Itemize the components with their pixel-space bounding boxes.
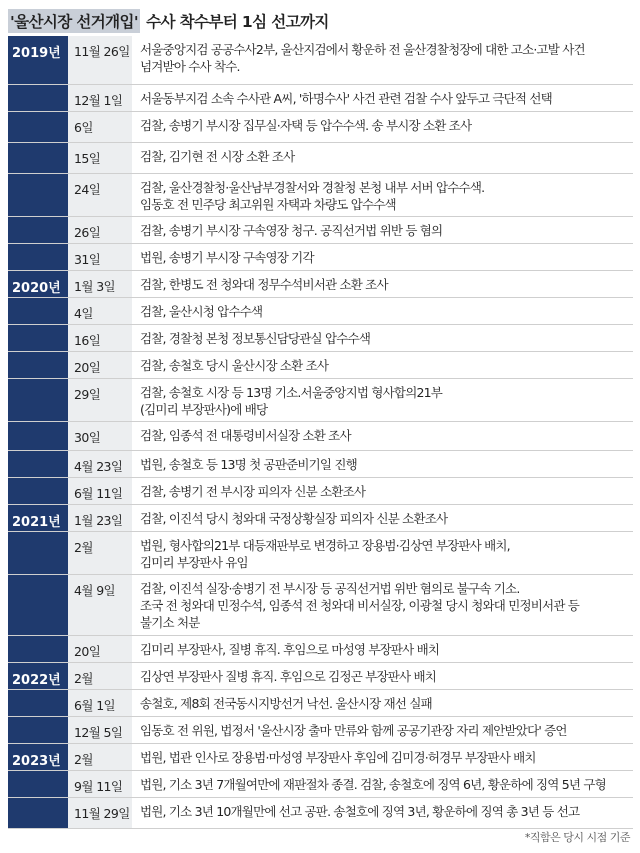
timeline-row [8, 112, 633, 143]
event-date: 12월 1일 [68, 85, 132, 111]
timeline-row [8, 271, 633, 298]
event-line: 송철호, 제8회 전국동시지방선거 낙선. 울산시장 재선 실패 [140, 696, 432, 711]
event-description [132, 244, 633, 270]
event-description [132, 690, 633, 716]
event-line: 법원, 송병기 부시장 구속영장 기각 [140, 250, 314, 265]
year-label: 2020년 [8, 271, 68, 297]
event-line: 서울중앙지검 공공수사2부, 울산지검에서 황운하 전 울산경찰청장에 대한 고소·고발 사건 [140, 42, 585, 57]
year-cell [8, 298, 68, 324]
event-line: 김상연 부장판사 질병 휴직. 후임으로 김정곤 부장판사 배치 [140, 669, 436, 684]
timeline-row [8, 451, 633, 478]
timeline-row [8, 143, 633, 174]
event-line: 법원, 기소 3년 10개월만에 선고 공판. 송철호에 징역 3년, 황운하에 징역 총 3년 등 선고 [140, 804, 580, 819]
timeline-row [8, 422, 633, 451]
year-cell [8, 636, 68, 662]
year-cell [8, 143, 68, 173]
page-title [8, 6, 329, 36]
timeline-row [8, 663, 633, 690]
event-date: 4월 23일 [68, 451, 132, 477]
event-date: 26일 [68, 217, 132, 243]
title-rest: 수사 착수부터 1심 선고까지 [146, 13, 329, 31]
event-description [132, 798, 633, 828]
timeline-row [8, 575, 633, 636]
timeline-row [8, 217, 633, 244]
event-date: 24일 [68, 174, 132, 216]
event-description [132, 112, 633, 142]
event-line: 조국 전 청와대 민정수석, 임종석 전 청와대 비서실장, 이광철 당시 청와대 민정비서관 등 [140, 598, 580, 613]
year-cell [8, 451, 68, 477]
event-line: 임동호 전 위원, 법정서 '울산시장 출마 만류와 함께 공공기관장 자리 제안받았다' 증언 [140, 723, 567, 738]
event-date: 6일 [68, 112, 132, 142]
event-date: 31일 [68, 244, 132, 270]
event-line: 검찰, 경찰청 본청 정보통신담당관실 압수수색 [140, 331, 371, 346]
event-line: 불기소 처분 [140, 615, 200, 630]
year-cell [8, 112, 68, 142]
timeline-row [8, 85, 633, 112]
timeline-row [8, 798, 633, 829]
event-description [132, 174, 633, 216]
event-line: 김미리 부장판사, 질병 휴직. 후임으로 마성영 부장판사 배치 [140, 642, 440, 657]
event-date: 11월 29일 [68, 798, 132, 828]
year-cell [8, 575, 68, 635]
timeline-row [8, 379, 633, 422]
timeline-row [8, 478, 633, 505]
timeline-row [8, 771, 633, 798]
timeline-row [8, 636, 633, 663]
event-line: 검찰, 임종석 전 대통령비서실장 소환 조사 [140, 428, 351, 443]
event-date: 2월 [68, 663, 132, 689]
timeline-row [8, 36, 633, 85]
event-line: 넘겨받아 수사 착수. [140, 59, 240, 74]
year-cell [8, 690, 68, 716]
year-cell [8, 217, 68, 243]
event-date: 2월 [68, 532, 132, 574]
year-cell [8, 325, 68, 351]
year-cell [8, 174, 68, 216]
event-line: 서울동부지검 소속 수사관 A씨, '하명수사' 사건 관련 검찰 수사 앞두고 극단적 선택 [140, 91, 552, 106]
event-description [132, 217, 633, 243]
event-description [132, 505, 633, 531]
event-date: 12월 5일 [68, 717, 132, 743]
event-date: 4월 9일 [68, 575, 132, 635]
event-description [132, 532, 633, 574]
timeline-row [8, 352, 633, 379]
event-description [132, 352, 633, 378]
timeline-row [8, 244, 633, 271]
event-line: 법원, 기소 3년 7개월여만에 재판절차 종결. 검찰, 송철호에 징역 6년, 황운하에 징역 5년 구형 [140, 777, 606, 792]
event-line: 검찰, 울산경찰청·울산남부경찰서와 경찰청 본청 내부 서버 압수수색. [140, 180, 485, 195]
event-line: 검찰, 이진석 실장·송병기 전 부시장 등 공직선거법 위반 혐의로 불구속 기소. [140, 581, 520, 596]
event-line: 검찰, 한병도 전 청와대 정무수석비서관 소환 조사 [140, 277, 388, 292]
event-line: 김미리 부장판사 유임 [140, 555, 248, 570]
event-line: 검찰, 송병기 부시장 구속영장 청구. 공직선거법 위반 등 혐의 [140, 223, 443, 238]
year-cell [8, 352, 68, 378]
year-cell [8, 244, 68, 270]
event-line: 검찰, 김기현 전 시장 소환 조사 [140, 149, 295, 164]
event-description [132, 298, 633, 324]
timeline-row [8, 174, 633, 217]
year-label: 2019년 [8, 36, 68, 84]
event-date: 16일 [68, 325, 132, 351]
event-line: 법원, 법관 인사로 장용범·마성영 부장판사 후임에 김미경·허경무 부장판사 배치 [140, 750, 536, 765]
timeline-row [8, 744, 633, 771]
year-label: 2021년 [8, 505, 68, 531]
year-cell [8, 85, 68, 111]
year-cell [8, 717, 68, 743]
year-label: 2023년 [8, 744, 68, 770]
title-highlight: '울산시장 선거개입' [8, 9, 140, 33]
event-description [132, 36, 633, 84]
event-description [132, 271, 633, 297]
event-description [132, 143, 633, 173]
timeline-row [8, 717, 633, 744]
event-date: 1월 23일 [68, 505, 132, 531]
event-date: 9월 11일 [68, 771, 132, 797]
event-date: 15일 [68, 143, 132, 173]
event-date: 4일 [68, 298, 132, 324]
event-line: 검찰, 이진석 당시 청와대 국정상황실장 피의자 신분 소환조사 [140, 511, 448, 526]
event-line: 검찰, 울산시청 압수수색 [140, 304, 263, 319]
event-line: 검찰, 송철호 당시 울산시장 소환 조사 [140, 358, 329, 373]
event-date: 6월 1일 [68, 690, 132, 716]
event-description [132, 744, 633, 770]
timeline-row [8, 298, 633, 325]
event-line: (김미리 부장판사)에 배당 [140, 402, 268, 417]
event-description [132, 636, 633, 662]
event-line: 임동호 전 민주당 최고위원 자택과 차량도 압수수색 [140, 197, 396, 212]
timeline-row [8, 325, 633, 352]
year-cell [8, 478, 68, 504]
year-cell [8, 532, 68, 574]
event-description [132, 422, 633, 450]
event-description [132, 85, 633, 111]
event-date: 30일 [68, 422, 132, 450]
event-line: 법원, 형사합의21부 대등재판부로 변경하고 장용범·김상연 부장판사 배치, [140, 538, 510, 553]
event-description [132, 717, 633, 743]
event-description [132, 379, 633, 421]
event-date: 20일 [68, 352, 132, 378]
event-description [132, 451, 633, 477]
event-date: 2월 [68, 744, 132, 770]
year-label: 2022년 [8, 663, 68, 689]
event-date: 11월 26일 [68, 36, 132, 84]
footnote: *직함은 당시 시점 기준 [524, 831, 630, 844]
event-line: 법원, 송철호 등 13명 첫 공판준비기일 진행 [140, 457, 357, 472]
event-line: 검찰, 송병기 전 부시장 피의자 신분 소환조사 [140, 484, 366, 499]
event-line: 검찰, 송병기 부시장 집무실·자택 등 압수수색. 송 부시장 소환 조사 [140, 118, 472, 133]
year-cell [8, 771, 68, 797]
event-description [132, 663, 633, 689]
timeline-row [8, 532, 633, 575]
event-date: 20일 [68, 636, 132, 662]
timeline-table [8, 36, 633, 829]
event-date: 1월 3일 [68, 271, 132, 297]
year-cell [8, 798, 68, 828]
event-description [132, 325, 633, 351]
event-description [132, 575, 633, 635]
timeline-row [8, 690, 633, 717]
event-date: 6월 11일 [68, 478, 132, 504]
year-cell [8, 422, 68, 450]
event-description [132, 478, 633, 504]
event-line: 검찰, 송철호 시장 등 13명 기소.서울중앙지법 형사합의21부 [140, 385, 443, 400]
timeline-row [8, 505, 633, 532]
event-description [132, 771, 633, 797]
event-date: 29일 [68, 379, 132, 421]
year-cell [8, 379, 68, 421]
